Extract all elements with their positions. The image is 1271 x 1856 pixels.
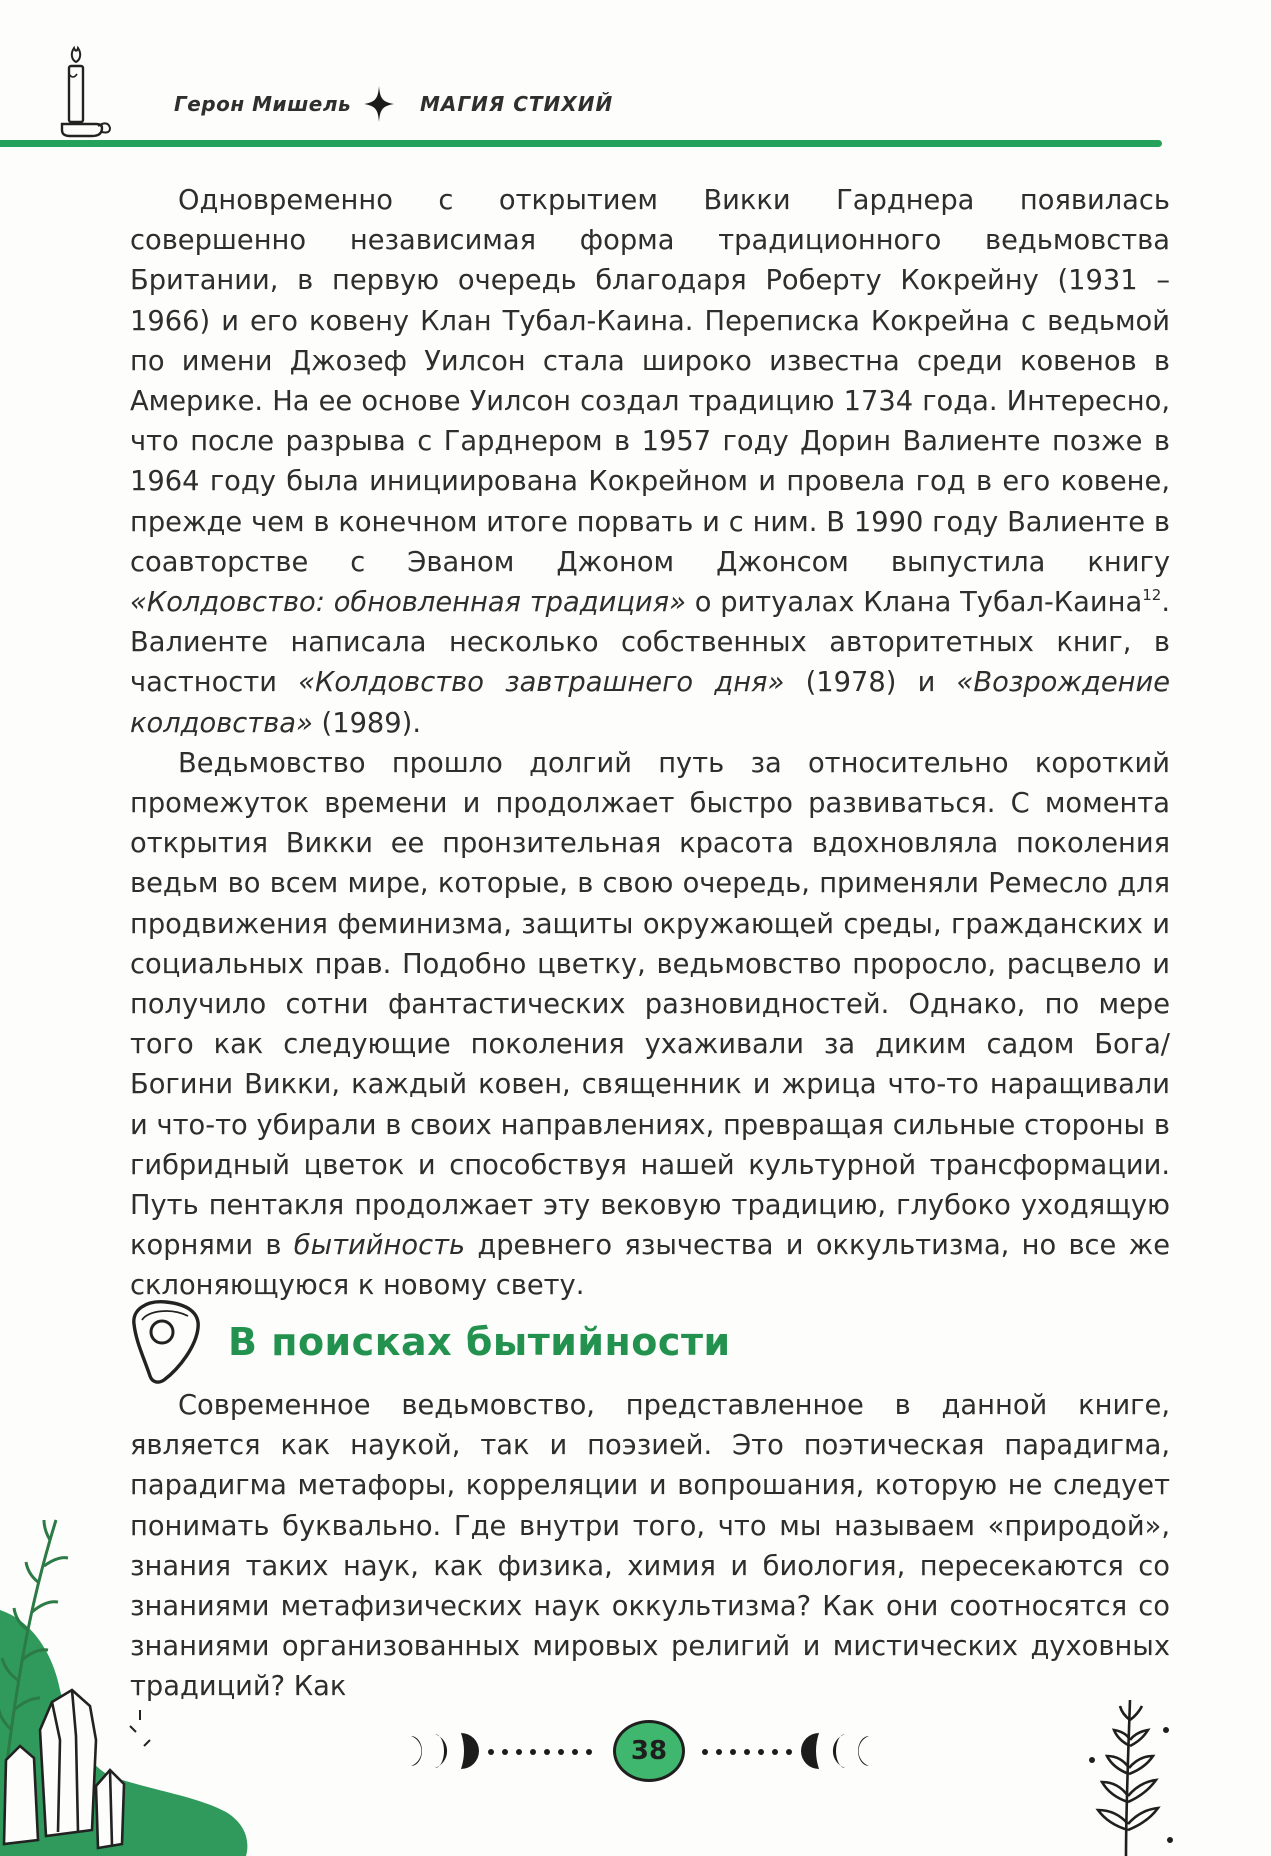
emphasis-italic: бытийность	[293, 1230, 466, 1262]
book-title-italic: «Колдовство завтрашнего дня»	[298, 667, 785, 699]
running-head-author: Герон Мишель	[174, 92, 352, 116]
book-title-italic: «Возрождение колдовства»	[130, 667, 1171, 739]
fern-crystal-decoration	[0, 1440, 270, 1856]
page-number: 38	[630, 1736, 668, 1766]
book-title-italic: «Колдовство: обновленная традиция»	[130, 587, 686, 619]
page-header	[0, 0, 1271, 150]
paragraph: Современное ведьмовство, представленное в данной книге, является как наукой, так и поэзией. Это поэтическая парадигма, парадигма метафоры, корреляции и вопрошания, которую не следует понимать буквально. Где внутри того, что мы называем «природой», знания таких наук, как физика, химия и биология, пересекаются со знаниями метафизических наук оккультизма? Как они соотносятся со знаниями организованных мировых религий и мистических духовных традиций? Как	[130, 1390, 1170, 1703]
page-footer	[405, 1716, 895, 1786]
herb-sprig-icon	[1070, 1690, 1200, 1856]
paragraph: Одновременно с открытием Викки Гарднера появилась совершенно независимая форма традиционного ведьмовства Британии, в первую очередь благодаря Роберту Кокрейну (1931 – 1966) и его ковену Клан Тубал-Каина. Переписка Кокрейна с ведьмой по имени Джозеф Уилсон стала широко известна среди ковенов в Америке. На ее основе Уилсон создал традицию 1734 года. Интересно, что после разрыва с Гарднером в 1957 году Дорин Валиенте позже в 1964 году была инициирована Кокрейном и провела год в его ковене, прежде чем в конечном итоге порвать и с ним. В 1990 году Валиенте в соавторстве с Эваном Джоном Джонсом выпустила книгу «Колдовство: обновленная традиция» о ритуалах Клана Тубал-Каина$^{12}$. Валиенте написала несколько собственных авторитетных книг, в частности «Колдовство завтрашнего дня» (1978) и «Возрождение колдовства» (1989).	[130, 185, 1171, 739]
page-number-badge	[613, 1720, 685, 1782]
section-heading: В поисках бытийности	[228, 1320, 731, 1364]
candle-icon	[60, 44, 122, 144]
body-text	[130, 181, 1170, 1307]
section-body-text	[130, 1386, 1170, 1708]
planchette-icon	[128, 1298, 204, 1386]
header-rule	[0, 140, 1162, 147]
sparkle-icon	[364, 86, 394, 122]
running-head-book-title: МАГИЯ СТИХИЙ	[420, 92, 614, 116]
footnote-marker[interactable]: 12	[1142, 586, 1162, 605]
paragraph: Ведьмовство прошло долгий путь за относительно короткий промежуток времени и продолжает быстро развиваться. С момента открытия Викки ее пронзительная красота вдохновляла поколения ведьм во всем мире, которые, в свою очередь, применяли Ремесло для продвижения феминизма, защиты окружающей среды, гражданских и социальных прав. Подобно цветку, ведьмовство проросло, расцвело и получило сотни фантастических разновидностей. Однако, по мере того как следующие поколения ухаживали за диким садом Бога/Богини Викки, каждый ковен, священник и жрица что-то наращивали и что-то убирали в своих направлениях, превращая сильные стороны в гибридный цветок и способствуя нашей культурной трансформации. Путь пентакля продолжает эту вековую традицию, глубоко уходящую корнями в бытийность древнего язычества и оккультизма, но все же склоняющуюся к новому свету.	[130, 747, 1170, 1302]
